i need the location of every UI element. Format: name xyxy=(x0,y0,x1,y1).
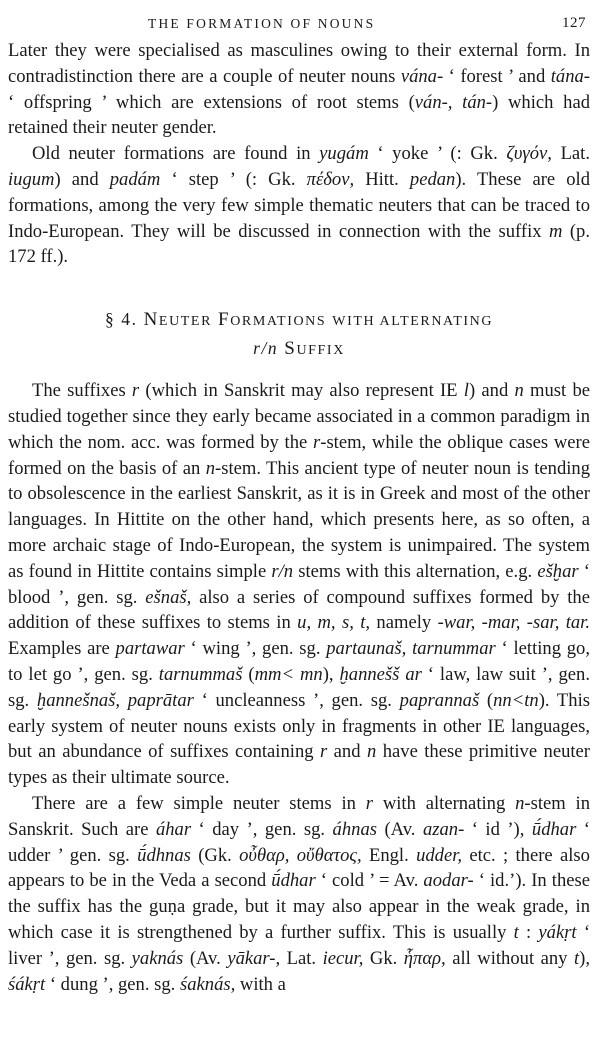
text-run: ) which had retained their neuter gender. xyxy=(8,91,590,139)
text-run: ( xyxy=(479,689,494,711)
section-heading-line-1 xyxy=(8,306,590,335)
text-run: all without any xyxy=(445,947,574,969)
section-heading-line-2 xyxy=(8,335,590,364)
text-run: ‘ id ’), xyxy=(464,818,532,840)
text-run: -stem. This ancient type of neuter noun is tending to obsolescence in the earliest Sanskrit, as it is in Greek and most of the other languages. In Hittite on the other hand, which presents here, as so often, a more archaic stage of Indo-European, the system is unimpaired. The system as found in Hittite contains simple xyxy=(8,457,591,582)
text-run: The suffixes xyxy=(32,380,132,402)
text-run: ‘ uncleanness ’, gen. sg. xyxy=(193,689,400,711)
italic-term: padám xyxy=(109,168,161,190)
text-run: (which in Sanskrit may also represent IE xyxy=(139,380,464,402)
heading-smallcaps: UFFIX xyxy=(296,343,345,359)
text-run: ‘ id.’). In these the suffix has the guṇa grade, but it may also appear in the weak grade, in which case it is strengthened by a further suffix. This is usually xyxy=(8,870,590,943)
italic-term: n xyxy=(205,457,216,479)
italic-term: ū́dhar xyxy=(531,818,577,840)
text-run: ) and xyxy=(468,380,515,402)
italic-term: azan- xyxy=(422,818,465,840)
italic-term: nn<tn xyxy=(493,689,539,711)
text-run: ‘ udder ’ gen. sg. xyxy=(8,818,591,866)
section-heading xyxy=(8,306,590,364)
text-run: (p. 172 ff.). xyxy=(8,220,590,268)
heading-smallcaps: WITH ALTERNATING xyxy=(332,314,494,330)
text-run: ). This early system of neuter nouns exists only in fragments in other IE languages, but an abundance of suffixes containing xyxy=(8,689,590,763)
italic-term: r xyxy=(365,792,373,814)
italic-term: tarnummaš xyxy=(158,663,243,685)
italic-term: n xyxy=(515,792,525,814)
text-run: (Av. xyxy=(376,818,423,840)
italic-term: yākar-, xyxy=(227,947,281,969)
text-run: and xyxy=(327,741,367,763)
heading-cap: N xyxy=(143,309,159,331)
italic-term: áhnas xyxy=(332,818,377,840)
text-run: etc. ; there also appears to be in the Veda a second xyxy=(8,844,590,892)
text-run: ‘ blood ’, gen. sg. xyxy=(8,560,590,608)
italic-term: πέδον, xyxy=(306,168,355,190)
running-head xyxy=(8,10,590,38)
italic-term: ešnaš, xyxy=(145,586,192,608)
text-run: ‘ day ’, gen. sg. xyxy=(191,818,333,840)
italic-term: t xyxy=(513,921,519,943)
italic-term: m xyxy=(548,220,563,242)
italic-term: paprannaš xyxy=(399,689,480,711)
italic-term: u, m, s, t, xyxy=(297,612,371,634)
running-title: THE FORMATION OF NOUNS xyxy=(148,16,376,31)
text-run: Hitt. xyxy=(354,168,410,190)
italic-term: śákṛt xyxy=(8,973,46,995)
text-run: must be studied together since they early became associated in a common paradigm in which the nom. acc. was formed by the xyxy=(8,380,590,453)
italic-term: ζυγόν, xyxy=(506,143,552,165)
text-run: (Av. xyxy=(183,947,228,969)
italic-term: r xyxy=(313,431,321,453)
italic-term: r xyxy=(319,741,328,763)
heading-smallcaps: EUTER xyxy=(158,314,213,330)
text-run: ‘ letting go, to let go ’, gen. sg. xyxy=(8,638,590,685)
text-run: -stem in Sanskrit. Such are xyxy=(8,792,591,840)
text-run: Engl. xyxy=(361,844,417,866)
text-run: with alternating xyxy=(373,792,516,814)
italic-term: ū́dhar xyxy=(271,870,316,892)
text-run: stems with this alternation, e.g. xyxy=(293,560,538,582)
heading-cap: S xyxy=(284,338,297,360)
text-run: ), xyxy=(322,663,340,685)
italic-term: οὖθαρ, οὔθατος, xyxy=(239,844,362,866)
italic-term: ū́dhnas xyxy=(137,844,191,866)
italic-term: tána- xyxy=(550,65,590,87)
italic-term: ḫannešnaš, paprātar xyxy=(36,689,194,711)
italic-term: r xyxy=(131,380,140,402)
italic-term: iecur, xyxy=(322,947,364,969)
paragraph-4 xyxy=(8,791,590,997)
text-run: ‘ law, law suit ’, gen. sg. xyxy=(8,663,591,711)
italic-term: udder, xyxy=(416,844,463,866)
paragraph-2 xyxy=(8,141,590,270)
italic-term: ἧπαρ, xyxy=(403,947,446,969)
text-run: ‘ wing ’, gen. sg. xyxy=(184,638,327,660)
italic-term: vána- xyxy=(400,65,444,87)
text-run: also a series of compound suffixes formed by the addition of these suffixes to stems in xyxy=(8,586,590,634)
text-run: ‘ step ’ (: Gk. xyxy=(160,168,307,190)
italic-term: yugám xyxy=(319,143,369,165)
text-run: There are a few simple neuter stems in xyxy=(32,792,366,814)
italic-term: mm< mn xyxy=(254,663,323,685)
paragraph-3 xyxy=(8,378,590,791)
text-run: ‘ dung ’, gen. sg. xyxy=(45,973,180,995)
heading-italic: r/n xyxy=(253,338,279,359)
text-run: Lat. xyxy=(551,143,590,165)
italic-term: ván-, tán- xyxy=(414,91,493,113)
text-run: Lat. xyxy=(280,947,323,969)
heading-smallcaps: ORMATIONS xyxy=(230,314,327,330)
text-run: ( xyxy=(242,663,255,685)
text-run: -stem, while the oblique cases were formed on the basis of an xyxy=(8,431,590,479)
italic-term: ḫannešš ar xyxy=(339,663,422,685)
italic-term: yákṛt xyxy=(538,921,577,943)
italic-term: n xyxy=(366,741,377,763)
text-run: ‘ liver ’, gen. sg. xyxy=(8,921,591,969)
italic-term: aodar- xyxy=(423,870,474,892)
text-run: Old neuter formations are found in xyxy=(32,143,320,165)
text-run: ‘ forest ’ and xyxy=(443,65,551,87)
text-run: ‘ offspring ’ which are extensions of root stems ( xyxy=(8,91,415,113)
italic-term: partaunaš, tarnummar xyxy=(326,638,496,660)
text-run: ), xyxy=(579,947,590,969)
text-run: Later they were specialised as masculines owing to their external form. In contradistinction there are a couple of neuter nouns xyxy=(8,40,590,87)
text-run: namely xyxy=(370,612,438,634)
heading-cap: F xyxy=(218,309,231,331)
text-run: ) and xyxy=(54,168,110,190)
italic-term: pedan xyxy=(409,168,456,190)
text-run: (Gk. xyxy=(190,844,240,866)
page-number: 127 xyxy=(562,15,586,31)
text-run: Examples are xyxy=(8,638,116,660)
paragraph-1 xyxy=(8,38,590,141)
text-run: with a xyxy=(235,973,286,995)
text-run: ). These are old formations, among the very few simple thematic neuters that can be traced to Indo-European. They will be discussed in connection with the suffix xyxy=(8,168,590,242)
italic-term: r/n xyxy=(271,560,294,582)
body-text xyxy=(8,38,590,997)
section-number: § 4. xyxy=(104,309,138,330)
italic-term: partawar xyxy=(115,638,185,660)
italic-term: l xyxy=(463,380,469,402)
italic-term: ešḫar xyxy=(537,560,579,582)
italic-term: n xyxy=(514,380,524,402)
text-run: : xyxy=(518,921,539,943)
italic-term: śaknás, xyxy=(179,973,236,995)
italic-term: yaknás xyxy=(131,947,184,969)
text-run: have these primitive neuter types as their ultimate source. xyxy=(8,741,590,789)
text-run: ‘ yoke ’ (: Gk. xyxy=(368,143,507,165)
italic-term: t xyxy=(573,947,580,969)
italic-term: -war, -mar, -sar, tar. xyxy=(437,612,591,634)
italic-term: áhar xyxy=(155,818,192,840)
text-run: ‘ cold ’ = Av. xyxy=(315,870,424,892)
text-run: Gk. xyxy=(363,947,404,969)
italic-term: iugum xyxy=(8,168,55,190)
